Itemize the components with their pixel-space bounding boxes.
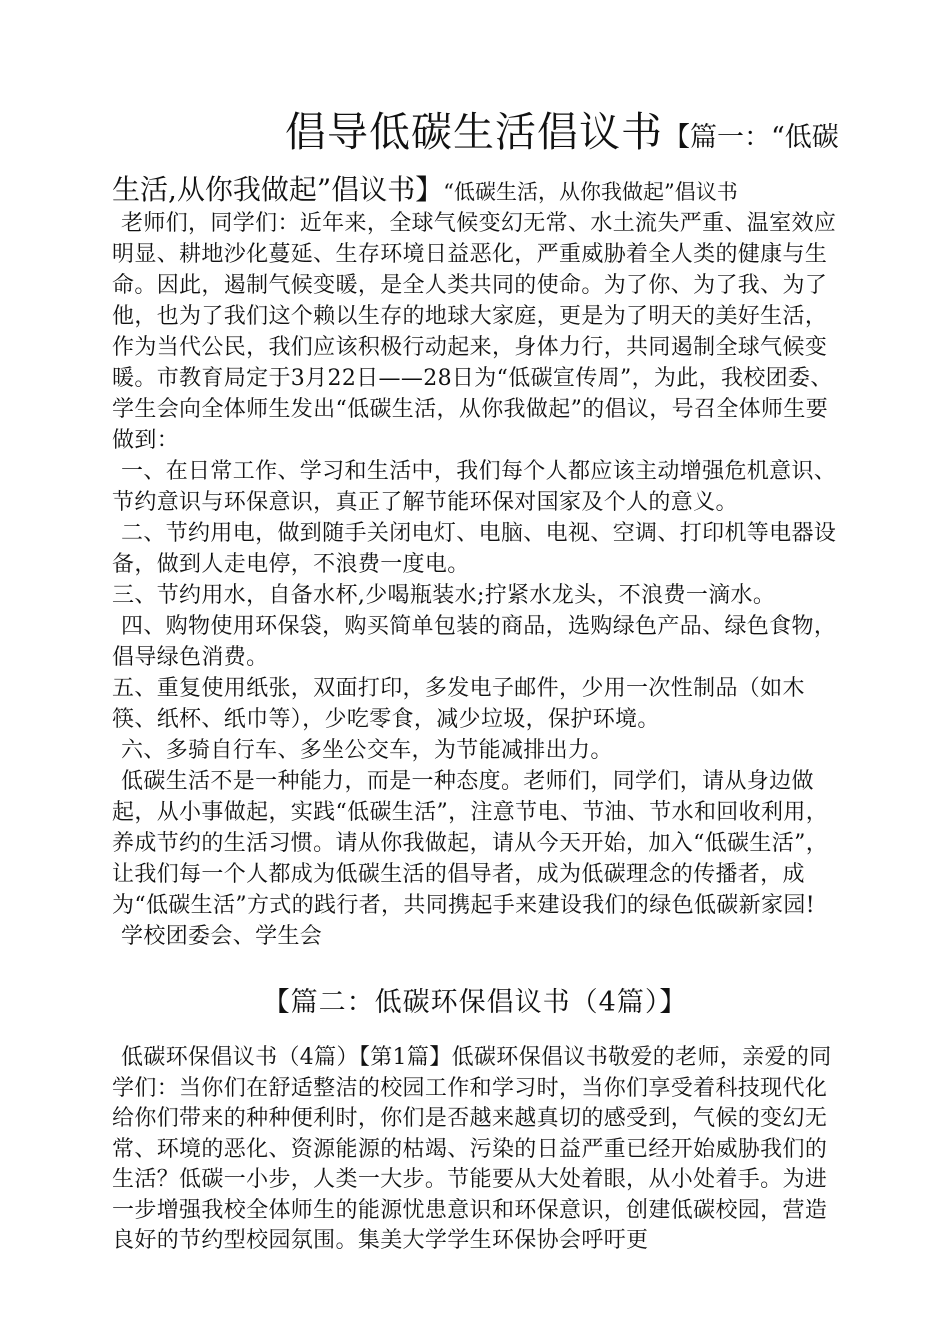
article1-item-5: 五、重复使用纸张，双面打印，多发电子邮件，少用一次性制品（如木筷、纸杯、纸巾等），少吃零食，减少垃圾，保护环境。 — [112, 676, 805, 732]
article1-closing-paragraph: 低碳生活不是一种能力，而是一种态度。老师们，同学们，请从身边做起，从小事做起，实践“低碳生活”，注意节电、节油、节水和回收利用，养成节约的生活习惯。请从你我做起，请从今天开始，加入“低碳生活”，让我们每一个人都成为低碳生活的倡导者，成为低碳理念的传播者，成为“低碳生活”方式的践行者，共同携起手来建设我们的绿色低碳新家园! — [112, 769, 829, 918]
section2-heading: 【篇二：低碳环保倡议书（4篇）】 — [262, 987, 688, 1018]
document-subtitle-part1: 【篇一：“低碳 — [663, 122, 839, 153]
article1-paragraph-intro: 老师们，同学们：近年来，全球气候变幻无常、水土流失严重、温室效应明显、耕地沙化蔓延、生存环境日益恶化，严重威胁着全人类的健康与生命。因此，遏制气候变暖，是全人类共同的使命。为了你、为了我、为了他，也为了我们这个赖以生存的地球大家庭，更是为了明天的美好生活，作为当代公民，我们应该积极行动起来，身体力行，共同遏制全球气候变暖。市教育局定于3月22日——28日为“低碳宣传周”，为此，我校团委、学生会向全体师生发出“低碳生活，从你我做起”的倡议，号召全体师生要做到： — [112, 211, 837, 453]
article1-item-4: 四、购物使用环保袋，购买简单包装的商品，选购绿色产品、绿色食物，倡导绿色消费。 — [112, 614, 837, 670]
article1-body — [112, 208, 842, 952]
article-title: “低碳生活，从你我做起”倡议书 — [443, 180, 738, 204]
section2-body — [112, 1043, 842, 1257]
document-title-line1 — [285, 104, 885, 169]
article1-item-1: 一、在日常工作、学习和生活中，我们每个人都应该主动增强危机意识、节约意识与环保意识，真正了解节能环保对国家及个人的意义。 — [112, 459, 837, 515]
article1-item-6: 六、多骑自行车、多坐公交车，为节能减排出力。 — [121, 738, 613, 763]
document-subtitle-part2: 生活,从你我做起”倡议书】 — [112, 173, 444, 206]
article1-item-2: 二、节约用电，做到随手关闭电灯、电脑、电视、空调、打印机等电器设备，做到人走电停，不浪费一度电。 — [112, 521, 837, 577]
article1-signature: 学校团委会、学生会 — [121, 924, 323, 949]
document-title: 倡导低碳生活倡议书 — [285, 108, 663, 156]
section2-paragraph: 低碳环保倡议书（4篇）【第1篇】低碳环保倡议书敬爱的老师，亲爱的同学们：当你们在舒适整洁的校园工作和学习时，当你们享受着科技现代化给你们带来的种种便利时，你们是否越来越真切的感受到，气候的变幻无常、环境的恶化、资源能源的枯竭、污染的日益严重已经开始威胁我们的生活？低碳一小步，人类一大步。节能要从大处着眼，从小处着手。为进一步增强我校全体师生的能源忧患意识和环保意识，创建低碳校园，营造良好的节约型校园氛围。集美大学学生环保协会呼吁更 — [112, 1045, 832, 1253]
article1-item-3: 三、节约用水，自备水杯,少喝瓶装水;拧紧水龙头，不浪费一滴水。 — [112, 583, 776, 608]
